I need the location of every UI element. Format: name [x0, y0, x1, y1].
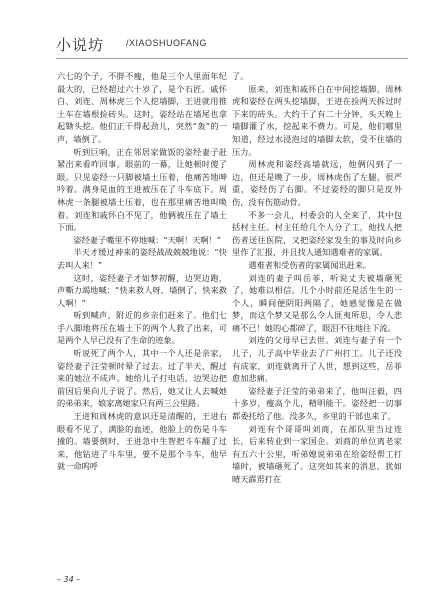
- paragraph: 听说死了两个人，其中一个人还是亲家，姿经妻子汪莹顿时晕了过去。过了半天，醒过来的她泣不成声。她给儿子打电话，边哭边把前因后果向儿子说了。然后，她又让人去喊她的弟弟来，娘家离她家只有两三公里路。: [57, 348, 227, 409]
- paragraph: 遇难者和受伤者的家属闻讯赶来。: [248, 259, 372, 270]
- paragraph: 听到巨响，正在邻居家做饭的姿经妻子赶紧出来看咋回事。眼前的一幕，让她顿时傻了眼。只见姿经一只脚被墙土压着，他痛苦地呻吟着。满身是血的王进被压在了斗车底下。周林虎一条腿被墙土压着，也在那里痛苦地叫唤着。刘连和戚怀白不见了，他俩被压在了墙土下面。: [57, 146, 227, 233]
- paragraph: 刘连的妻子叫岳菲，听说丈夫被墙砸死了，她难以相信。几个小时前还是活生生的一个人，瞬间便阴阳两隔了，她感觉像是在做梦，而这个梦又是那么令人匪夷所思，令人悲痛不已！她的心都碎了，眼泪不住地往下流。: [232, 272, 402, 333]
- paragraph: 姿经妻子嘴里不停地喊：“天啊！天啊！”: [73, 234, 222, 245]
- paragraph: 王进和周林虎的意识还是清醒的，王进右眼看不见了，满脸的血迹，他脸上的伤是斗车撞的。墙要倒时，王进急中生智把斗车翻了过来，他钻进了斗车里，要不是那个斗车，他早就一命呜呼: [57, 411, 227, 472]
- paragraph: 原来，刘连和戚怀白在中间挖墙脚，周林虎和姿经在两头挖墙脚，王进在捡两天拆过时下来的砖头。大约干了有二十分钟，头天晚上墙脚灌了水，挖起来不费力。可是，他们哪里知道，经过水浸泡过的墙脚太软，受不住墙的压力。: [232, 83, 402, 157]
- header-divider: [56, 58, 408, 59]
- paragraph: 周林虎和姿经高墙就远，他俩闪到了一边，但还是晚了一步，周林虎伤了左腿，很严重，姿经伤了右脚。不过姿经的脚只是皮外伤，没有伤筋动骨。: [232, 159, 402, 207]
- paragraph: 六七的个子，不胖不瘦，他是三个人里面年纪最大的，已经超过六十岁了，是个石匠。戚怀白、刘连、周林虎三个人挖墙脚，王进就用推土车在墙根捡砖头。这时，姿经站在墙尾也拿起锄头挖。他们正干得起劲儿，突然“轰”的一声，墙倒了。: [57, 71, 227, 144]
- section-title: 小说坊: [56, 36, 105, 54]
- paragraph: 刘连有个哥哥叫刘商，在部队里当过连长，后来转业到一家国企。刘商的单位离老家有五六十公里，听弟媳说弟弟在给姿经帮工打墙时，被墙砸死了。这突如其来的消息，犹如晴天霹雳打在: [232, 423, 402, 484]
- paragraph: 听到喊声，附近的乡亲们赶来了。他们七手八脚地将压在墙土下的两个人救了出来，可是两个人早已没有了生命的迹象。: [57, 310, 227, 346]
- paragraph: 了。: [232, 71, 249, 81]
- paragraph: 不多一会儿，村委会的人全来了，其中包括村主任。村主任给几个人分了工，他找人把伤者送往医院，又把姿经家发生的事及时向乡里作了汇报，并且找人通知遇难者的家属。: [232, 209, 402, 258]
- paragraph: 姿经妻子汪莹的弟弟来了，他叫汪毅，四十多岁，瘦高个儿，精明能干。姿经把一切事都委托给了他。没多久，乡里的干部也来了。: [232, 385, 402, 422]
- page-number: – 34 –: [57, 575, 81, 584]
- section-subtitle: /XIAOSHUOFANG: [126, 38, 208, 48]
- text-column-right: [232, 70, 402, 486]
- page-header: [56, 34, 416, 56]
- paragraph: 刘连的父母早已去世。刘连与妻子有一个儿子，儿子高中毕业去了广州打工。儿子还没有成家，刘连就离开了人世，想到这些，岳菲愈加悲痛。: [232, 335, 402, 384]
- paragraph: 这时，姿经妻子才如梦初醒，边哭边跑，声嘶力竭地喊：“快来救人呀，墙倒了，快来救人啊！”: [57, 272, 227, 308]
- paragraph: 半天才缓过神来的姿经战战兢兢地说：“快去叫人来！”: [57, 247, 227, 270]
- text-column-left: [57, 70, 227, 473]
